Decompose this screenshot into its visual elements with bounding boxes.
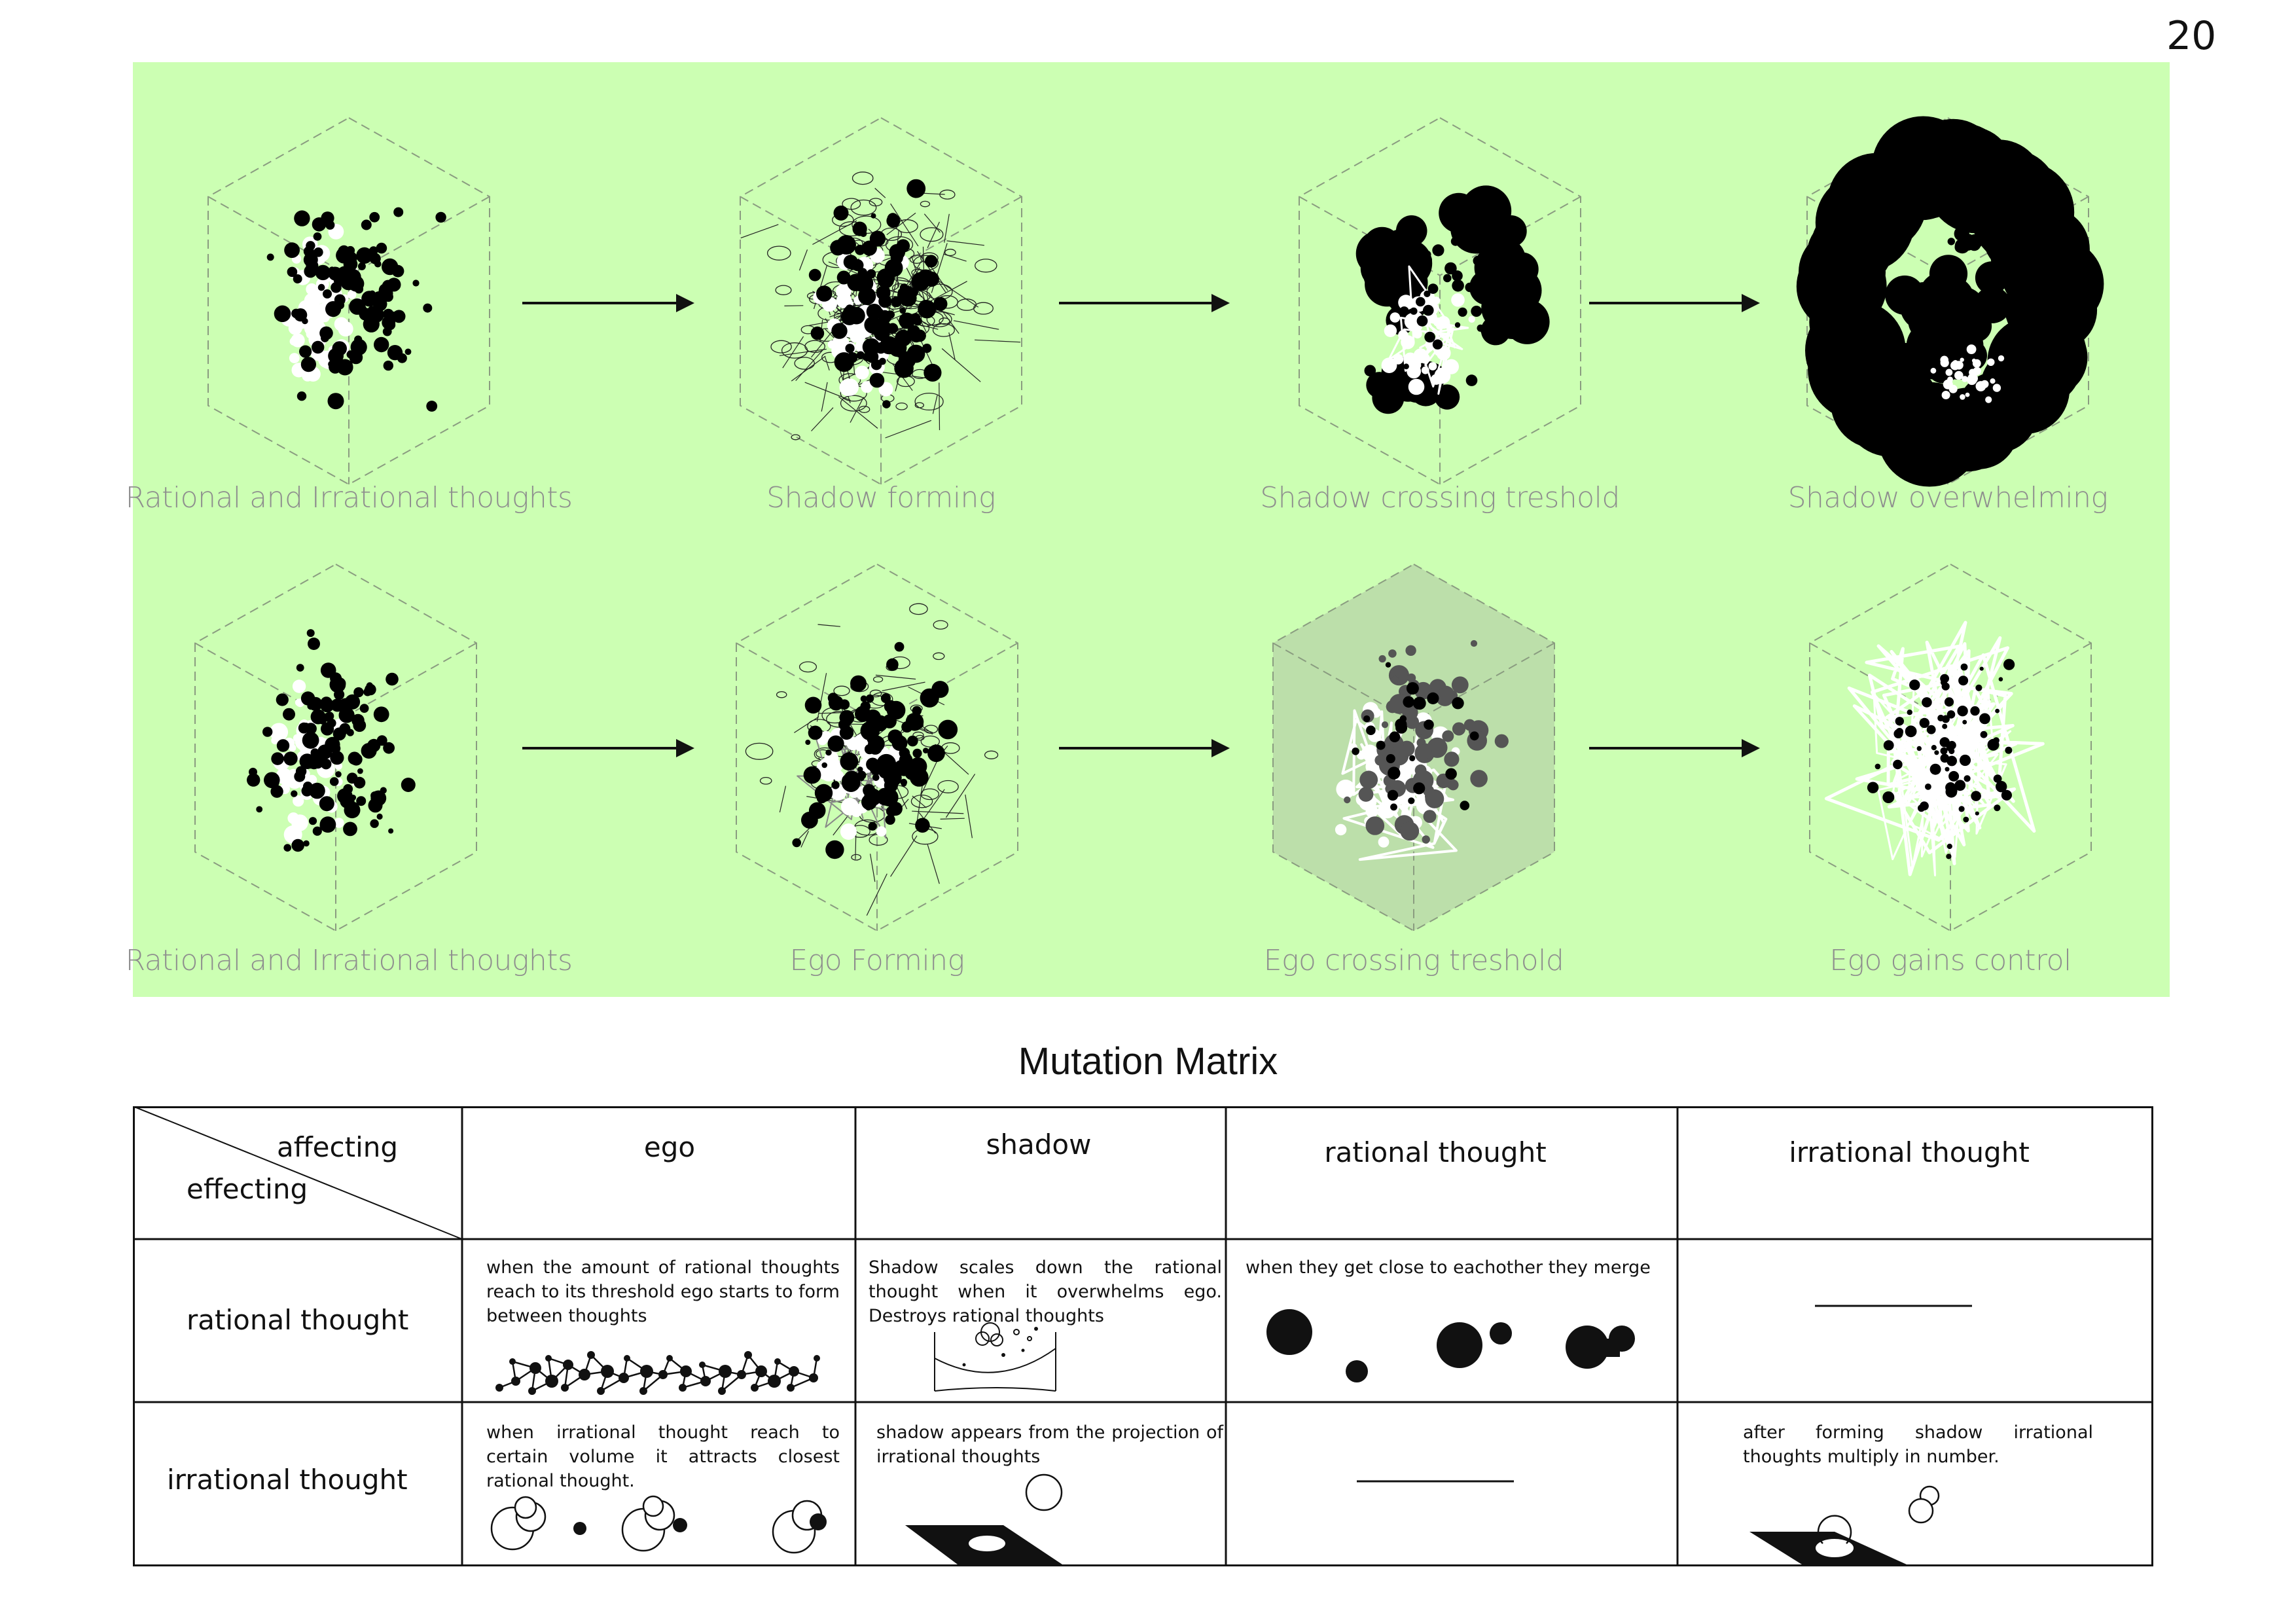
cell-rational-ego: when the amount of rational thoughts reach to its threshold ego starts to form between thoughts	[486, 1257, 840, 1326]
empty-dash-irrational-rational	[1357, 1478, 1514, 1485]
stage-arrow	[1589, 294, 1760, 312]
diagram-1-rational-irrational	[208, 118, 490, 484]
caption-row1-3: Shadow crossing treshold	[1260, 481, 1620, 514]
mutation-matrix	[133, 1106, 2153, 1566]
rational-merge-sketch	[1246, 1306, 1664, 1398]
column-header-ego: ego	[643, 1131, 696, 1163]
diagram-panel	[125, 62, 2170, 997]
caption-row1-4: Shadow overwhelming	[1787, 481, 2108, 514]
stage-arrow	[1059, 739, 1230, 757]
column-header-irrational-thought: irrational thought	[1789, 1136, 2030, 1168]
corner-effecting: effecting	[187, 1173, 308, 1205]
column-header-rational-thought: rational thought	[1324, 1136, 1547, 1168]
cell-rational-shadow: Shadow scales down the rational thought when it overwhelms ego. Destroys rational thoughts	[869, 1257, 1222, 1326]
diagram-2-ego-forming	[736, 564, 1018, 931]
cell-irrational-shadow: shadow appears from the projection of irrational thoughts	[876, 1422, 1223, 1467]
stage-arrow	[522, 294, 694, 312]
caption-row2-3: Ego crossing treshold	[1263, 944, 1564, 977]
shadow-scaling-sketch	[925, 1319, 1069, 1398]
diagram-1-shadow-overwhelming	[1797, 117, 2104, 487]
diagram-2-rational-irrational	[195, 564, 476, 931]
stage-arrow	[522, 739, 694, 757]
caption-row1-1: Rational and Irrational thoughts	[125, 481, 573, 514]
caption-row2-2: Ego Forming	[789, 944, 965, 977]
row-header-irrational-thought: irrational thought	[167, 1464, 408, 1496]
caption-row1-2: Shadow forming	[766, 481, 996, 514]
shadow-projection-sketch	[905, 1466, 1088, 1564]
cell-rational-rational: when they get close to eachother they merge	[1246, 1257, 1651, 1278]
cell-irrational-ego: when irrational thought reach to certain volume it attracts closest rational thought.	[486, 1422, 840, 1491]
empty-dash-rational-irrational	[1815, 1303, 1972, 1309]
ego-network-sketch	[486, 1335, 840, 1401]
diagram-1-shadow-forming	[740, 118, 1022, 484]
row-header-rational-thought: rational thought	[187, 1304, 409, 1336]
caption-row2-1: Rational and Irrational thoughts	[125, 944, 573, 977]
stage-arrow	[1589, 739, 1760, 757]
matrix-title: Mutation Matrix	[1018, 1040, 1278, 1083]
diagram-1-shadow-crossing	[1299, 118, 1581, 484]
caption-row2-4: Ego gains control	[1829, 944, 2072, 977]
cell-irrational-irrational: after forming shadow irrational thoughts multiply in number.	[1743, 1422, 2093, 1467]
corner-affecting: affecting	[277, 1131, 399, 1163]
thought-diagrams	[133, 62, 2170, 997]
multiply-sketch	[1749, 1473, 1946, 1564]
diagram-2-ego-control	[1810, 564, 2091, 931]
page-number: 20	[2166, 13, 2217, 59]
attraction-sketch	[486, 1489, 840, 1561]
diagram-2-ego-crossing	[1273, 564, 1554, 931]
column-header-shadow: shadow	[986, 1128, 1092, 1161]
stage-arrow	[1059, 294, 1230, 312]
